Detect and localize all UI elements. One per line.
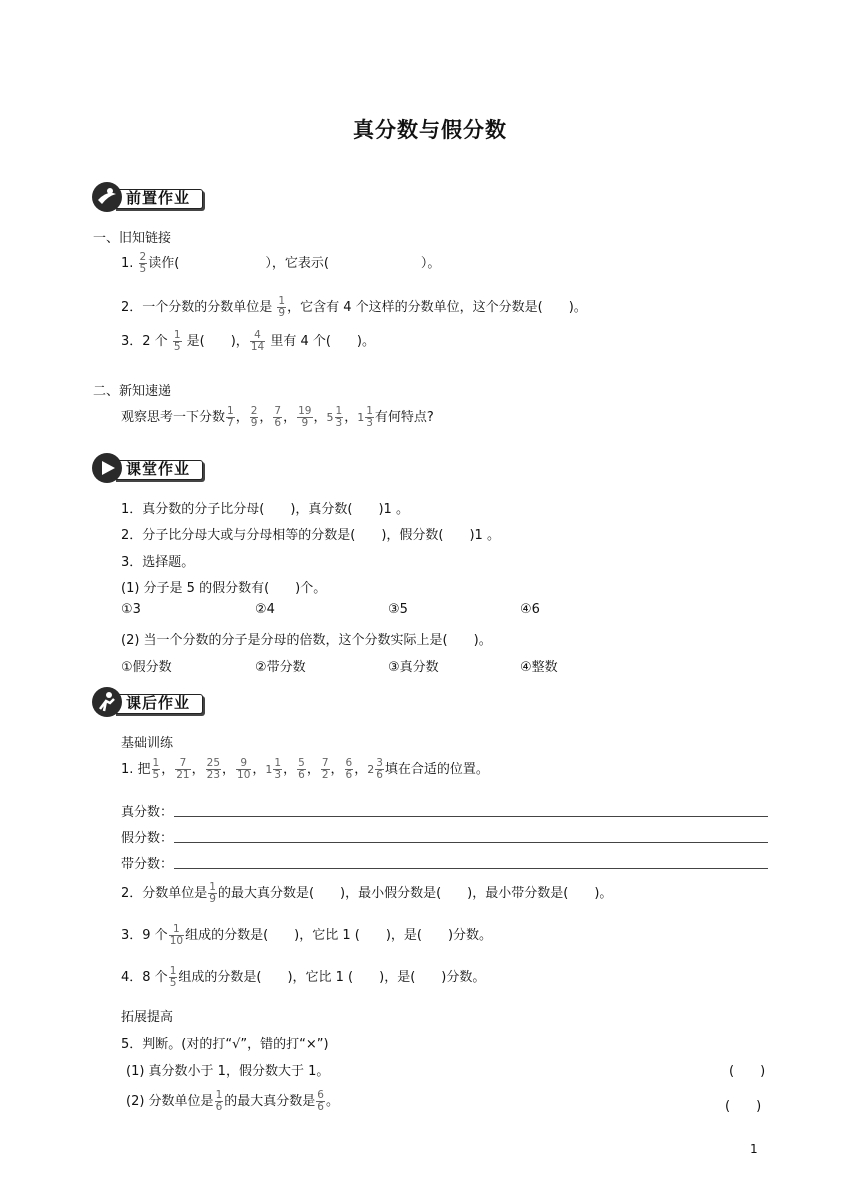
page-number: 1 [750,1142,758,1156]
option: ③5 [388,602,408,617]
q2-line: 2．一个分数的分数单位是 $\frac{1}{9}$ ，它含有 4 个这样的分数单位，这个分数是( )。 [121,295,587,319]
observe-line: 观察思考一下分数 $\frac{1}{7}$ ， $\frac{2}{9}$ ， $\frac{7}{6}$ ， $\frac{19}{9}$ ，5 $\frac{1}{3}$ ，1 $\frac{1}{3}$ 有何特点? [121,405,434,429]
row-label-proper: 真分数： [121,805,174,820]
class-l3: 3．选择题。 [121,555,195,570]
basic-heading: 基础训练 [121,736,174,751]
option: ①3 [121,602,141,617]
answer-line[interactable] [174,842,768,843]
section-title-after: 课后作业 [126,694,191,712]
pen-icon [92,182,122,212]
class-l1: 1．真分数的分子比分母( )，真分数( )1 。 [121,502,409,517]
ext-heading: 拓展提高 [121,1010,174,1025]
q3-line: 3．2 个 $\frac{1}{5}$ 是( )， $\frac{4}{14}$ 里有 4 个( )。 [121,329,376,353]
option: ①假分数 [121,660,172,675]
section-banner-after [92,687,207,717]
page-title: 真分数与假分数 [353,118,507,142]
class-l4: (1) 分子是 5 的假分数有( )个。 [121,581,327,596]
play-icon [92,453,122,483]
judge-2: (2) 分数单位是 $\frac{1}{6}$ 的最大真分数是 $\frac{6}{6}$ 。 [126,1089,339,1113]
class-l2: 2．分子比分母大或与分母相等的分数是( )，假分数( )1 。 [121,528,500,543]
answer-line[interactable] [174,816,768,817]
section-banner-class [92,453,207,483]
option: ③真分数 [388,660,439,675]
option: ④6 [520,602,540,617]
hw-q5-line: 5．判断。(对的打“√”，错的打“×”) [121,1037,329,1052]
runner-icon [92,687,122,717]
section-banner-pre [92,182,207,212]
option: ②带分数 [255,660,306,675]
part2-heading: 二、新知速递 [93,384,172,399]
judge-1: (1) 真分数小于 1，假分数大于 1。 [126,1064,330,1079]
option: ②4 [255,602,275,617]
row-label-mixed: 带分数： [121,857,174,872]
q1-line: 1. $\frac{2}{5}$ 读作( ），它表示( ）。 [121,251,441,275]
class-l5: (2) 当一个分数的分子是分母的倍数，这个分数实际上是( )。 [121,633,492,648]
answer-line[interactable] [174,868,768,869]
judge-bracket[interactable]: ( ) [729,1064,766,1079]
judge-bracket[interactable]: ( ) [725,1099,762,1114]
hw-q4-line: 4．8 个 $\frac{1}{5}$ 组成的分数是( )，它比 1 ( )，是( )分数。 [121,965,486,989]
section-title-class: 课堂作业 [126,460,191,478]
section-title-pre: 前置作业 [126,189,191,207]
part1-heading: 一、旧知链接 [93,231,172,246]
hw-q3-line: 3．9 个 $\frac{1}{10}$ 组成的分数是( )，它比 1 ( )，是( )分数。 [121,923,493,947]
option: ④整数 [520,660,558,675]
hw-q2-line: 2．分数单位是 $\frac{1}{9}$ 的最大真分数是( )，最小假分数是( )，最小带分数是( )。 [121,881,613,905]
hw-q1-line: 1. 把 $\frac{1}{5}$ ， $\frac{7}{21}$ ， $\frac{25}{23}$ ， $\frac{9}{10}$ ，1 $\frac{1}{3}$ ， $\frac{5}{6}$ ， $\frac{7}{2}$ ， $\frac{6}{6}$ ，2 $\frac{3}{6}$ 填在合适的位置。 [121,757,489,781]
row-label-improper: 假分数： [121,831,174,846]
